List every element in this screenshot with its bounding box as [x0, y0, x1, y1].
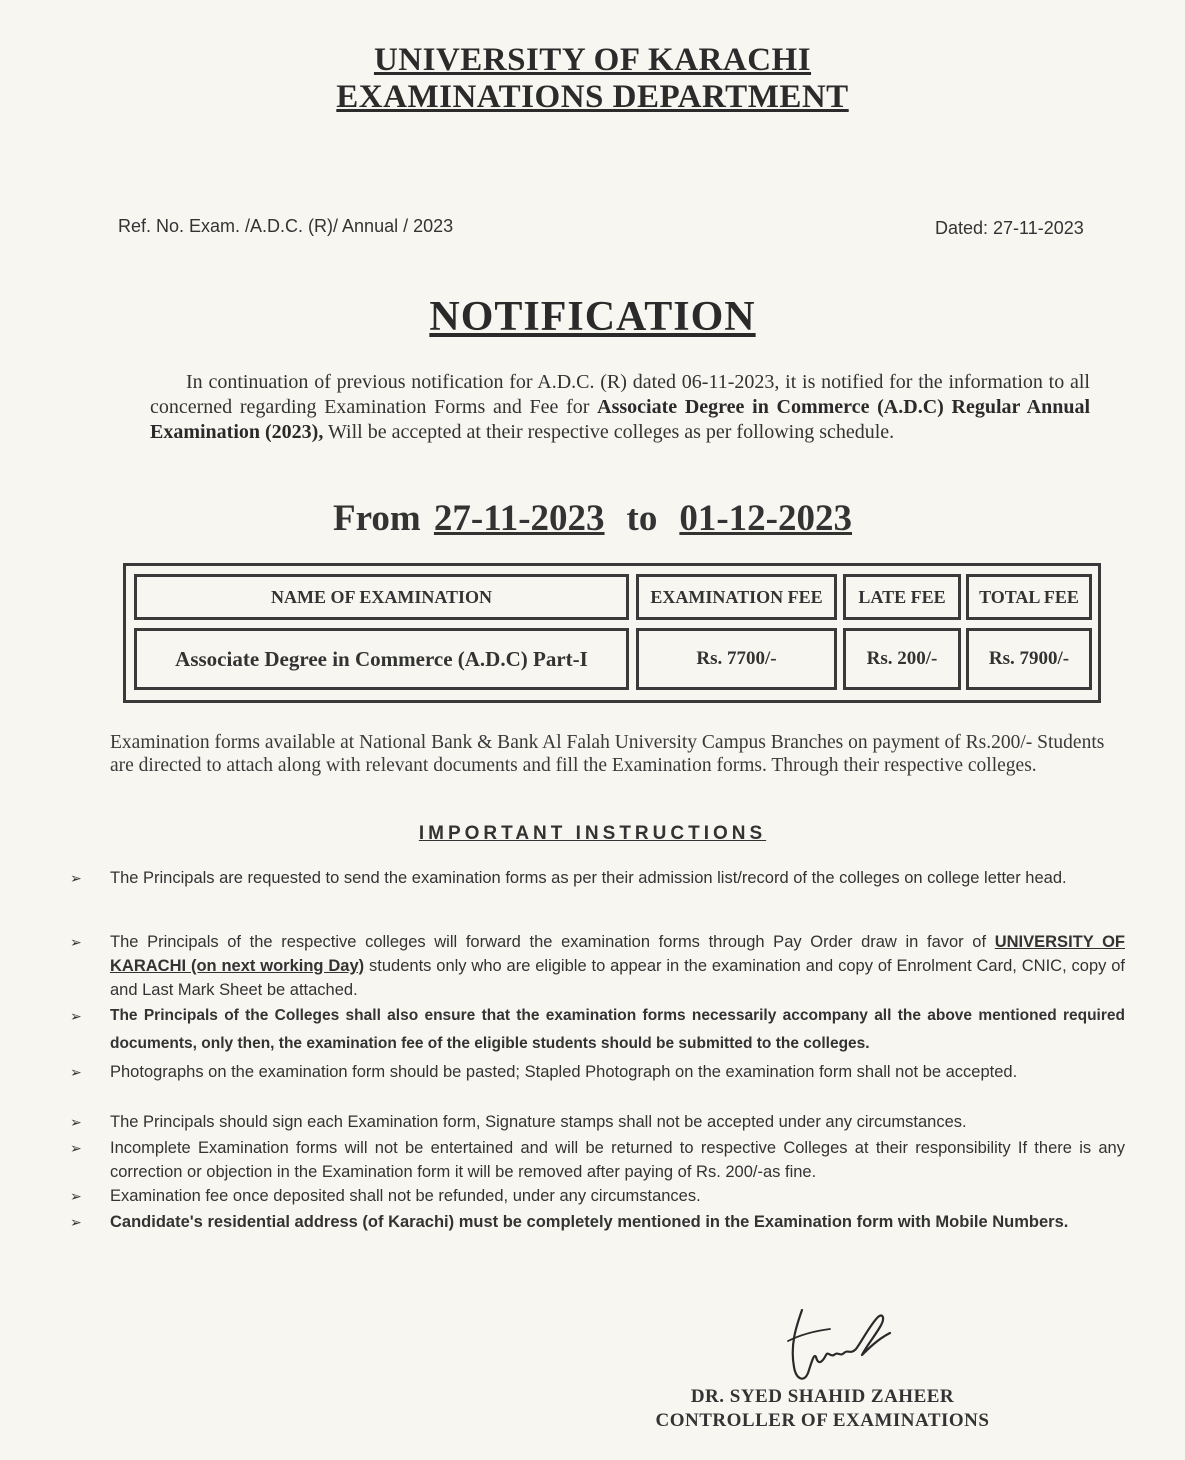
arrow-bullet-icon: ➢: [70, 934, 82, 950]
notification-title: NOTIFICATION: [429, 294, 756, 340]
instruction-text: The Principals of the respective colleges will forward the examination forms through Pay Order draw in favor of: [110, 933, 995, 951]
instruction-text: Examination fee once deposited shall not be refunded, under any circumstances.: [110, 1187, 701, 1205]
availability-paragraph: Examination forms available at National Bank & Bank Al Falah University Campus Branches on payment of Rs.200/- Students are directed to attach along with relevant documents and fill the Examination forms. Through their respective colleges.: [110, 732, 1105, 776]
instruction-text: Incomplete Examination forms will not be entertained and will be returned to respective Colleges at their responsibility If there is any correction or objection in the Examination form it will be removed after paying of Rs. 200/-as fine.: [110, 1139, 1125, 1181]
instruction-item: [70, 1111, 1125, 1135]
instruction-item: [70, 864, 1125, 920]
table-header-late-fee: LATE FEE: [843, 574, 961, 620]
table-cell-total-fee: Rs. 7900/-: [966, 628, 1092, 690]
intro-text: In continuation of previous notification for A.D.C. (R) dated 06-11-2023, it is notified for the information to all concerned regarding Examination Forms and Fee for: [150, 371, 1090, 418]
arrow-bullet-icon: ➢: [70, 1214, 82, 1230]
to-label: to: [626, 498, 658, 539]
instruction-item: [70, 1185, 1125, 1209]
arrow-bullet-icon: ➢: [70, 1188, 82, 1204]
table-cell-exam-fee: Rs. 7700/-: [636, 628, 837, 690]
instruction-text: students only who are eligible to appear in the examination and copy of Enrolment Card, CNIC, copy of and Last Mark Sheet be attached.: [110, 957, 1125, 999]
intro-text-end: Will be accepted at their respective colleges as per following schedule.: [323, 421, 895, 443]
table-cell-late-fee: Rs. 200/-: [843, 628, 961, 690]
instructions-title: IMPORTANT INSTRUCTIONS: [418, 823, 767, 844]
notification-date: Dated: 27-11-2023: [935, 218, 1084, 238]
department-name: EXAMINATIONS DEPARTMENT: [336, 79, 849, 115]
from-label: From: [332, 498, 421, 539]
arrow-bullet-icon: ➢: [70, 1140, 82, 1156]
instruction-text: The Principals should sign each Examination form, Signature stamps shall not be accepted under any circumstances.: [110, 1113, 967, 1131]
arrow-bullet-icon: ➢: [70, 1064, 82, 1080]
instruction-item: [70, 1210, 1125, 1258]
to-date: 01-12-2023: [679, 498, 853, 539]
instruction-text: Candidate's residential address (of Karachi) must be completely mentioned in the Examination form with Mobile Numbers.: [110, 1213, 1069, 1231]
from-date: 27-11-2023: [433, 498, 605, 539]
table-header-total-fee: TOTAL FEE: [966, 574, 1092, 620]
intro-exam-name: Associate Degree in Commerce (A.D.C) Regular Annual Examination (2023),: [150, 396, 1090, 443]
arrow-bullet-icon: ➢: [70, 1114, 82, 1130]
instruction-item: [70, 1002, 1125, 1058]
signature-scribble: [770, 1305, 910, 1390]
university-payee: UNIVERSITY OF KARACHI (on next working Day): [110, 933, 1125, 975]
signatory-name: DR. SYED SHAHID ZAHEER: [690, 1386, 955, 1407]
instruction-text: Photographs on the examination form should be pasted; Stapled Photograph on the examination form shall not be accepted.: [110, 1063, 1018, 1081]
schedule-line: [0, 497, 1185, 540]
instruction-item: [70, 1136, 1125, 1184]
intro-paragraph: [150, 370, 1090, 445]
fee-table: [123, 563, 1101, 703]
table-header-exam-fee: EXAMINATION FEE: [636, 574, 837, 620]
instruction-item: [70, 930, 1125, 1002]
university-name: UNIVERSITY OF KARACHI: [373, 42, 812, 78]
instruction-text: The Principals of the Colleges shall also ensure that the examination forms necessarily accompany all the above mentioned required documents, only then, the examination fee of the eligible students should be submitted to the colleges.: [110, 1007, 1125, 1052]
table-header-exam-name: NAME OF EXAMINATION: [134, 574, 629, 620]
arrow-bullet-icon: ➢: [70, 870, 82, 886]
instruction-item: [70, 1061, 1125, 1107]
table-cell-exam-name: Associate Degree in Commerce (A.D.C) Part-I: [134, 628, 629, 690]
signatory-designation: CONTROLLER OF EXAMINATIONS: [655, 1410, 990, 1431]
arrow-bullet-icon: ➢: [70, 1008, 82, 1024]
reference-number: Ref. No. Exam. /A.D.C. (R)/ Annual / 2023: [118, 216, 454, 236]
instruction-text: The Principals are requested to send the examination forms as per their admission list/record of the colleges on college letter head.: [110, 869, 1067, 887]
